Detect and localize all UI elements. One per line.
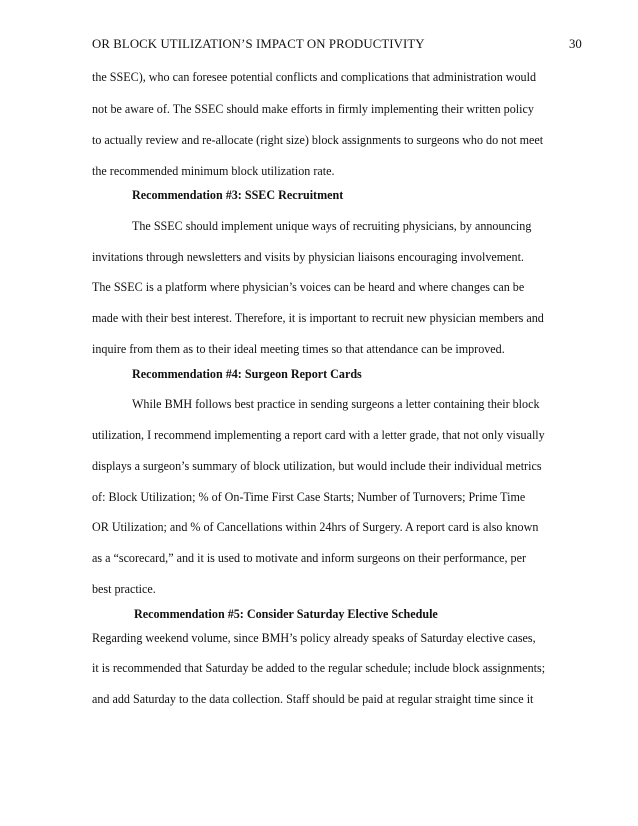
body-line: utilization, I recommend implementing a report card with a letter grade, that not only visually xyxy=(92,428,545,442)
page-number: 30 xyxy=(569,37,582,51)
body-line: the recommended minimum block utilization rate. xyxy=(92,164,335,178)
body-line: the SSEC), who can foresee potential conflicts and complications that administration would xyxy=(92,70,537,84)
body-line: While BMH follows best practice in sending surgeons a letter containing their block xyxy=(132,397,540,411)
body-line: as a “scorecard,” and it is used to motivate and inform surgeons on their performance, per xyxy=(92,551,526,565)
section-heading-recommendation-3: Recommendation #3: SSEC Recruitment xyxy=(132,188,344,202)
body-line: made with their best interest. Therefore, it is important to recruit new physician members and xyxy=(92,311,544,325)
body-line: The SSEC should implement unique ways of recruiting physicians, by announcing xyxy=(132,219,532,233)
body-line: it is recommended that Saturday be added to the regular schedule; include block assignments; xyxy=(92,661,546,675)
body-line: to actually review and re-allocate (right size) block assignments to surgeons who do not meet xyxy=(92,133,544,147)
body-line: OR Utilization; and % of Cancellations within 24hrs of Surgery. A report card is also known xyxy=(92,520,539,534)
section-heading-recommendation-4: Recommendation #4: Surgeon Report Cards xyxy=(132,367,362,381)
section-heading-recommendation-5: Recommendation #5: Consider Saturday Elective Schedule xyxy=(134,607,438,621)
body-line: not be aware of. The SSEC should make efforts in firmly implementing their written policy xyxy=(92,102,534,116)
body-line: displays a surgeon’s summary of block utilization, but would include their individual metrics xyxy=(92,459,542,473)
body-line: Regarding weekend volume, since BMH’s policy already speaks of Saturday elective cases, xyxy=(92,631,536,645)
body-line: and add Saturday to the data collection. Staff should be paid at regular straight time since it xyxy=(92,692,534,706)
body-line: invitations through newsletters and visits by physician liaisons encouraging involvement. xyxy=(92,250,524,264)
body-line: The SSEC is a platform where physician’s voices can be heard and where changes can be xyxy=(92,280,525,294)
body-line: best practice. xyxy=(92,582,156,596)
body-line: of: Block Utilization; % of On-Time First Case Starts; Number of Turnovers; Prime Time xyxy=(92,490,526,504)
running-head: OR BLOCK UTILIZATION’S IMPACT ON PRODUCTIVITY xyxy=(92,37,425,51)
body-line: inquire from them as to their ideal meeting times so that attendance can be improved. xyxy=(92,342,505,356)
